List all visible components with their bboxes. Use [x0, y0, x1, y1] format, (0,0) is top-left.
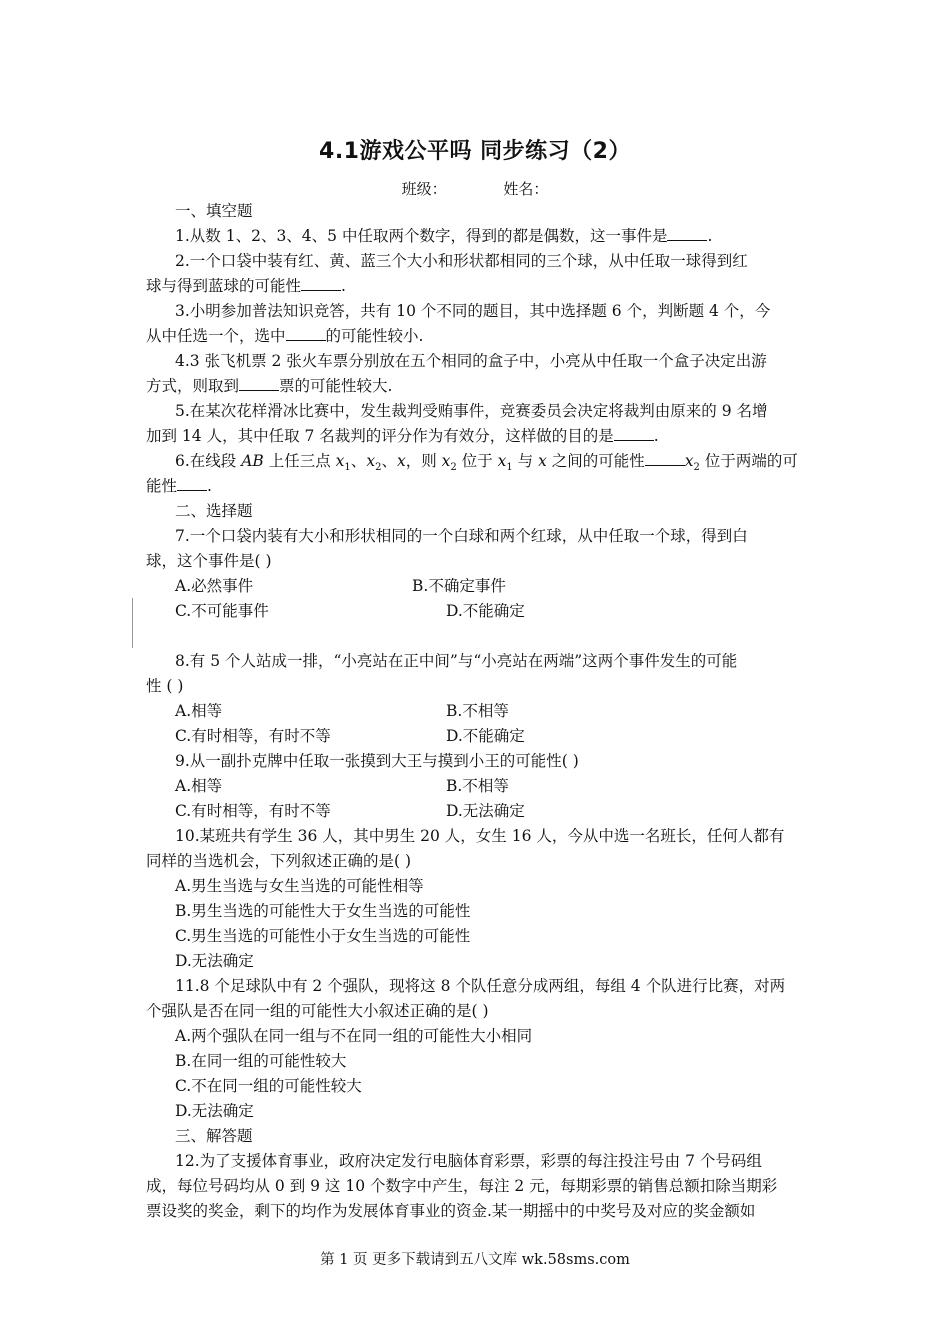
- q9-option-d: D.无法确定: [446, 802, 525, 820]
- q7-option-b: B.不确定事件: [412, 577, 506, 595]
- q7-option-d: D.不能确定: [446, 602, 525, 620]
- question-10-line-2: 同样的当选机会，下列叙述正确的是( ): [146, 852, 412, 870]
- q10-option-a: A.男生当选与女生当选的可能性相等: [175, 877, 424, 895]
- q10-option-d: D.无法确定: [175, 952, 254, 970]
- question-7-line-1: 7.一个口袋内装有大小和形状相同的一个白球和两个红球，从中任取一个球，得到白: [175, 527, 748, 545]
- q7-option-c: C.不可能事件: [175, 602, 269, 620]
- section-heading-choice: 二、选择题: [175, 502, 253, 520]
- subtitle-row: [0, 178, 950, 199]
- question-9: 9.从一副扑克牌中任取一张摸到大王与摸到小王的可能性( ): [175, 752, 579, 770]
- name-label: 姓名：: [503, 180, 549, 198]
- page-footer: 第 1 页 更多下载请到五八文库 wk.58sms.com: [320, 1252, 630, 1268]
- question-3-line-1: 3.小明参加普法知识竞答，共有 10 个不同的题目，其中选择题 6 个，判断题 4 个，今: [175, 302, 771, 320]
- page-title: 4.1游戏公平吗 同步练习（2）: [319, 139, 631, 164]
- question-6-line-1: 6.在线段 AB 上任三点 $x_1$、$x_2$、x，则 $x_2$ 位于 $x_1$ 与 x 之间的可能性 $x_2$ 位于两端的可: [175, 452, 798, 474]
- answer-blank: [286, 326, 326, 341]
- question-8-line-1: 8.有 5 个人站成一排，“小亮站在正中间”与“小亮站在两端”这两个事件发生的可能: [175, 652, 738, 670]
- q11-option-d: D.无法确定: [175, 1102, 254, 1120]
- q8-option-a: A.相等: [175, 702, 223, 720]
- question-4-line-2: 方式，则取到 票的可能性较大.: [146, 377, 393, 395]
- question-11-line-1: 11.8 个足球队中有 2 个强队，现将这 8 个队任意分成两组，每组 4 个队进行比赛，对两: [175, 977, 786, 995]
- question-11-line-2: 个强队是否在同一组的可能性大小叙述正确的是( ): [146, 1002, 489, 1020]
- q10-option-c: C.男生当选的可能性小于女生当选的可能性: [175, 927, 471, 945]
- question-5-line-1: 5.在某次花样滑冰比赛中，发生裁判受贿事件，竞赛委员会决定将裁判由原来的 9 名增: [175, 402, 768, 420]
- q11-option-c: C.不在同一组的可能性较大: [175, 1077, 362, 1095]
- q11-option-b: B.在同一组的可能性较大: [175, 1052, 347, 1070]
- question-10-line-1: 10.某班共有学生 36 人，其中男生 20 人，女生 16 人，今从中选一名班长，任何人都有: [175, 827, 785, 845]
- answer-blank: [239, 376, 279, 391]
- question-12-line-1: 12.为了支援体育事业，政府决定发行电脑体育彩票，彩票的每注投注号由 7 个号码组: [175, 1152, 762, 1170]
- q9-option-a: A.相等: [175, 777, 223, 795]
- section-heading-fill: 一、填空题: [175, 202, 253, 220]
- question-2-line-2: 球与得到蓝球的可能性 .: [146, 277, 346, 295]
- q8-option-b: B.不相等: [446, 702, 509, 720]
- answer-blank: [301, 276, 341, 291]
- answer-blank: [614, 426, 654, 441]
- question-1: 1.从数 1、2、3、4、5 中任取两个数字，得到的都是偶数，这一事件是 .: [175, 227, 713, 245]
- section-heading-solve: 三、解答题: [175, 1127, 253, 1145]
- question-12-line-3: 票设奖的奖金，剩下的均作为发展体育事业的资金.某一期摇中的中奖号及对应的奖金额如: [146, 1202, 756, 1220]
- question-2-line-1: 2.一个口袋中装有红、黄、蓝三个大小和形状都相同的三个球，从中任取一球得到红: [175, 252, 748, 270]
- q8-option-c: C.有时相等，有时不等: [175, 727, 331, 745]
- q9-option-b: B.不相等: [446, 777, 509, 795]
- q8-option-d: D.不能确定: [446, 727, 525, 745]
- q10-option-b: B.男生当选的可能性大于女生当选的可能性: [175, 902, 471, 920]
- question-5-line-2: 加到 14 人，其中任取 7 名裁判的评分作为有效分，这样做的目的是 .: [146, 427, 659, 445]
- answer-blank: [645, 451, 685, 466]
- question-7-line-2: 球，这个事件是( ): [146, 552, 272, 570]
- question-6-line-2: 能性 .: [146, 477, 212, 495]
- q11-option-a: A.两个强队在同一组与不在同一组的可能性大小相同: [175, 1027, 533, 1045]
- question-8-line-2: 性 ( ): [146, 677, 184, 695]
- class-label: 班级：: [401, 180, 447, 198]
- q9-option-c: C.有时相等，有时不等: [175, 802, 331, 820]
- question-3-line-2: 从中任选一个，选中 的可能性较小.: [146, 327, 424, 345]
- answer-blank: [177, 476, 207, 491]
- q7-option-a: A.必然事件: [175, 577, 254, 595]
- answer-blank: [667, 226, 707, 241]
- margin-line: [132, 598, 133, 648]
- question-4-line-1: 4.3 张飞机票 2 张火车票分别放在五个相同的盒子中，小亮从中任取一个盒子决定出游: [175, 352, 767, 370]
- question-12-line-2: 成，每位号码均从 0 到 9 这 10 个数字中产生，每注 2 元，每期彩票的销售总额扣除当期彩: [146, 1177, 778, 1195]
